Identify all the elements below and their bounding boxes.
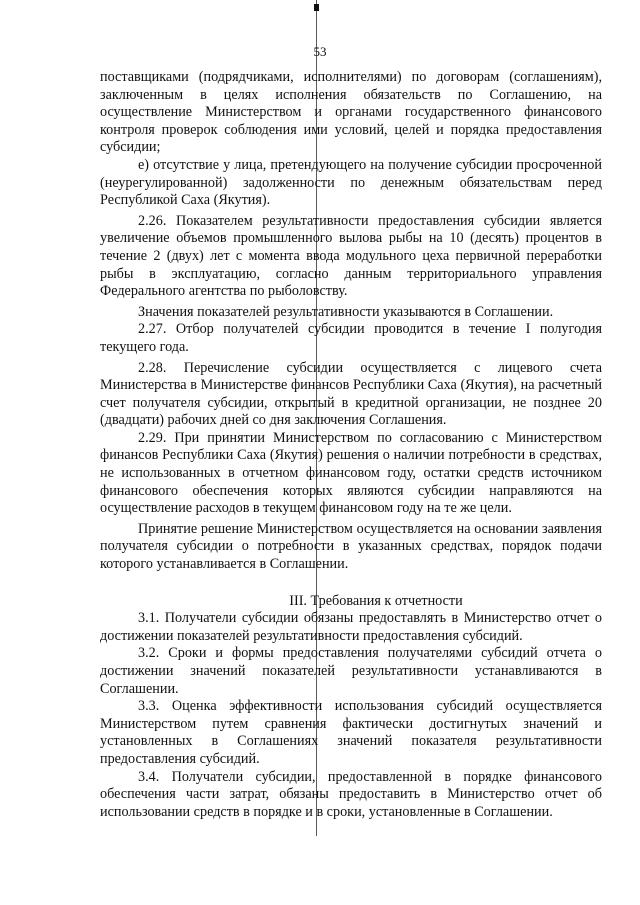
paragraph: 2.26. Показателем результативности предоставления субсидии является увеличение объемов промышленного вылова рыбы на 10 (десять) процентов в течение 2 (двух) лет с момента ввода модульного цеха первичной переработки рыбы в эксплуатацию, согласно данным территориального управления Федерального агентства по рыболовству.: [100, 212, 602, 300]
scan-mark: [314, 4, 319, 11]
paragraph: 2.29. При принятии Министерством по согласованию с Министерством финансов Республики Саха (Якутия) решения о наличии потребности в средствах, не использованных в отчетном финансовом году, остатки средств источником финансового обеспечения которых являются субсидии направляются на осуществление расходов в текущем финансовом году на те же цели.: [100, 429, 602, 517]
paragraph: Принятие решение Министерством осуществляется на основании заявления получателя субсидии о потребности в указанных средствах, порядок подачи которого устанавливается в Соглашении.: [100, 520, 602, 573]
paragraph: 2.27. Отбор получателей субсидии проводится в течение I полугодия текущего года.: [100, 321, 602, 355]
paragraph: 3.3. Оценка эффективности использования субсидий осуществляется Министерством путем сравнения фактически достигнутых значений и установленных в Соглашениях значений показателя результативности предоставления субсидий.: [100, 698, 602, 767]
paragraph: 2.28. Перечисление субсидии осуществляется с лицевого счета Министерства в Министерстве финансов Республики Саха (Якутия), на расчетный счет получателя субсидии, открытый в кредитной организации, не позднее 20 (двадцати) рабочих дней со дня заключения Соглашения.: [100, 359, 602, 429]
paragraph: 3.4. Получатели субсидии, предоставленной в порядке финансового обеспечения части затрат, обязаны предоставить в Министерство отчет об использовании средств в порядке и в сроки, установленные в Соглашении.: [100, 768, 602, 820]
paragraph: поставщиками (подрядчиками, исполнителями) по договорам (соглашениям), заключенным в целях исполнения обязательств по Соглашению, на осуществление Министерством и органами государственного финансового контроля проверок соблюдения ими условий, целей и порядка предоставления субсидии;: [100, 69, 602, 156]
section-heading: III. Требования к отчетности: [289, 592, 463, 609]
paragraph: 3.1. Получатели субсидии обязаны предоставлять в Министерство отчет о достижении показателей результативности предоставления субсидий.: [100, 610, 602, 644]
paragraph: 3.2. Сроки и формы предоставления получателями субсидий отчета о достижении значений показателей результативности устанавливаются в Соглашении.: [100, 645, 602, 697]
page-number: 53: [313, 44, 327, 59]
paragraph: Значения показателей результативности указываются в Соглашении.: [138, 303, 554, 320]
paragraph: е) отсутствие у лица, претендующего на получение субсидии просроченной (неурегулированной) задолженности по денежным обязательствам перед Республикой Саха (Якутия).: [100, 156, 602, 209]
document-body: [100, 69, 602, 821]
